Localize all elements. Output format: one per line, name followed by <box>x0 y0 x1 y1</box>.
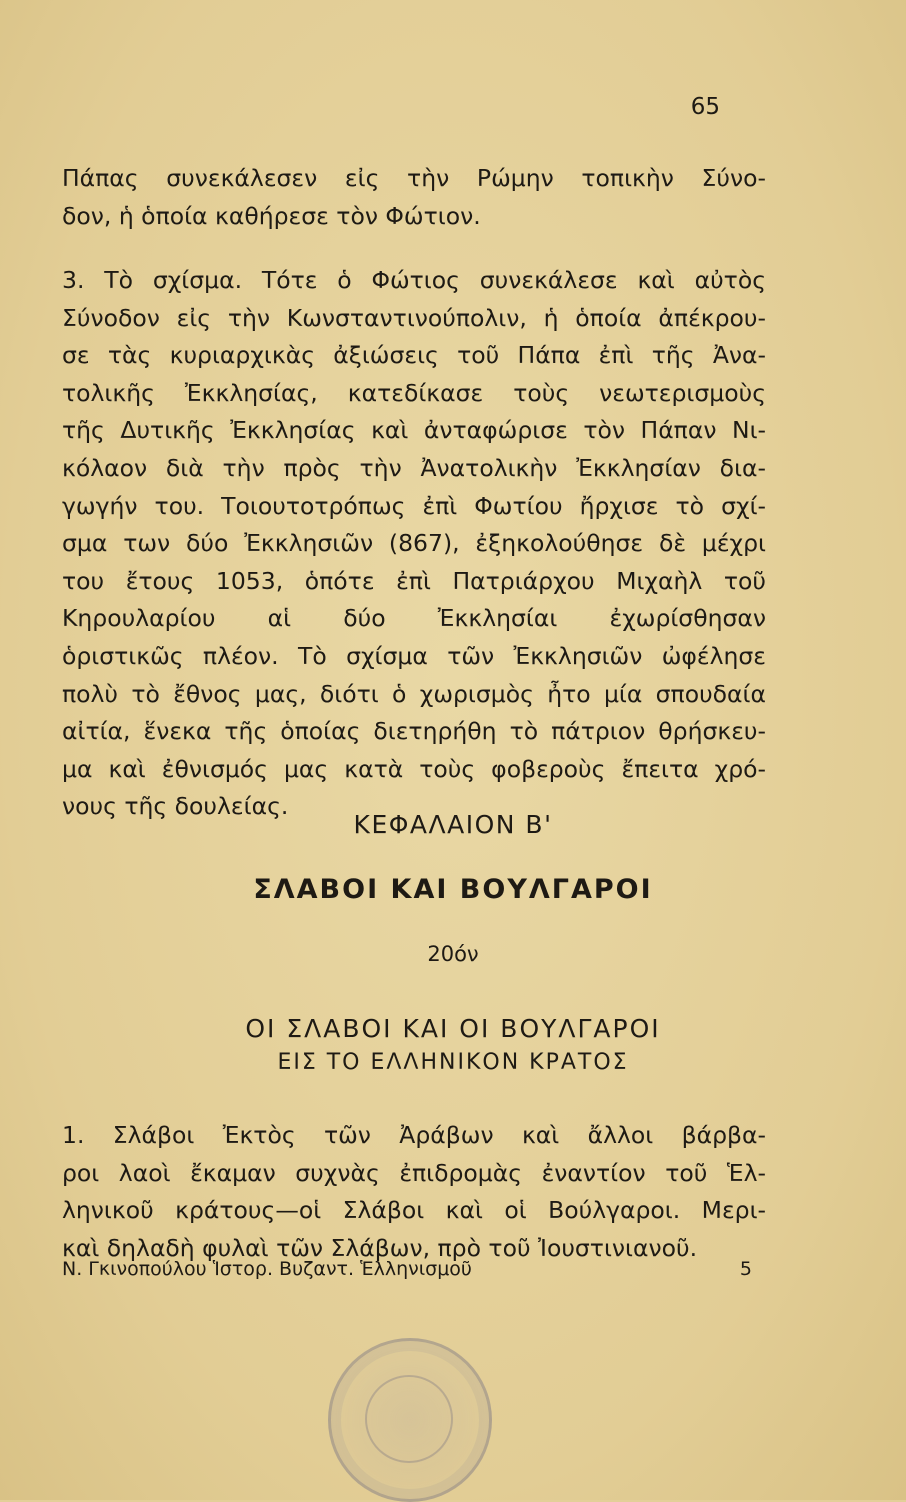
text-line: Σύνοδον εἰς τὴν Κωνσταντινούπολιν, ἡ ὁποία ἀπέκρου- <box>62 303 766 332</box>
library-stamp <box>328 1338 492 1502</box>
intro-paragraph <box>62 160 766 235</box>
section-3-paragraph <box>62 262 766 826</box>
text-line: τῆς Δυτικῆς Ἐκκλησίας καὶ ἀνταφώρισε τὸν Πάπαν Νι- <box>62 416 766 445</box>
footer-sheet-number: 5 <box>739 1258 752 1280</box>
text-line: ροι λαοὶ ἔκαμαν συχνὰς ἐπιδρομὰς ἐναντίον τοῦ Ἑλ- <box>62 1158 766 1187</box>
text-line: Πάπας συνεκάλεσεν εἰς τὴν Ρώμην τοπικὴν Σύνο- <box>62 164 766 192</box>
text-line: καὶ δηλαδὴ φυλαὶ τῶν Σλάβων, πρὸ τοῦ Ἰουστινιανοῦ. <box>62 1233 698 1262</box>
text-line: σε τὰς κυριαρχικὰς ἀξιώσεις τοῦ Πάπα ἐπὶ τῆς Ἀνα- <box>62 341 766 370</box>
text-line: του ἔτους 1053, ὁπότε ἐπὶ Πατριάρχου Μιχαὴλ τοῦ <box>62 566 766 595</box>
library-stamp-inner-ring <box>365 1375 453 1463</box>
text-line: 3. Τὸ σχίσμα. Τότε ὁ Φώτιος συνεκάλεσε καὶ αὐτὸς <box>62 266 766 294</box>
text-line: σμα των δύο Ἐκκλησιῶν (867), ἐξηκολούθησε δὲ μέχρι <box>62 529 766 558</box>
text-line: μα καὶ ἐθνισμός μας κατὰ τοὺς φοβεροὺς ἔπειτα χρό- <box>62 754 766 783</box>
text-line: αἰτία, ἕνεκα τῆς ὁποίας διετηρήθη τὸ πάτριον θρήσκευ- <box>62 717 766 746</box>
section-1-paragraph <box>62 1117 766 1267</box>
section-title-line-2: ΕΙΣ ΤΟ ΕΛΛΗΝΙΚΟΝ ΚΡΑΤΟΣ <box>277 1050 629 1075</box>
text-line: νους τῆς δουλείας. <box>62 792 289 821</box>
section-title-line-1: ΟΙ ΣΛΑΒΟΙ ΚΑΙ ΟΙ ΒΟΥΛΓΑΡΟΙ <box>245 1014 661 1043</box>
text-line: γωγήν του. Τοιουτοτρόπως ἐπὶ Φωτίου ἤρχισε τὸ σχί- <box>62 491 766 520</box>
text-line: ὁριστικῶς πλέον. Τὸ σχίσμα τῶν Ἐκκλησιῶν ὠφέλησε <box>62 641 766 670</box>
footer-signature: Ν. Γκινοπούλου Ἱστορ. Βυζαντ. Ἑλληνισμοῦ <box>62 1258 472 1280</box>
text-line: ληνικοῦ κράτους—οἱ Σλάβοι καὶ οἱ Βούλγαροι. Μερι- <box>62 1196 766 1225</box>
text-line: κόλαον διὰ τὴν πρὸς τὴν Ἀνατολικὴν Ἐκκλησίαν δια- <box>62 453 766 482</box>
text-line: Κηρουλαρίου αἱ δύο Ἐκκλησίαι ἐχωρίσθησαν <box>62 604 766 633</box>
page-number: 65 <box>690 94 720 120</box>
text-line: τολικῆς Ἐκκλησίας, κατεδίκασε τοὺς νεωτερισμοὺς <box>62 378 766 407</box>
text-line: δον, ἡ ὁποία καθήρεσε τὸν Φώτιον. <box>62 201 481 230</box>
text-line: πολὺ τὸ ἔθνος μας, διότι ὁ χωρισμὸς ἦτο μία σπουδαία <box>62 679 766 708</box>
text-line: 1. Σλάβοι Ἐκτὸς τῶν Ἀράβων καὶ ἄλλοι βάρβα- <box>62 1121 766 1149</box>
section-number: 20όν <box>427 942 479 966</box>
page-footer <box>62 1258 752 1280</box>
chapter-title: ΣΛΑΒΟΙ ΚΑΙ ΒΟΥΛΓΑΡΟΙ <box>253 874 653 905</box>
chapter-heading: ΚΕΦΑΛΑΙΟΝ Β' <box>353 810 553 839</box>
